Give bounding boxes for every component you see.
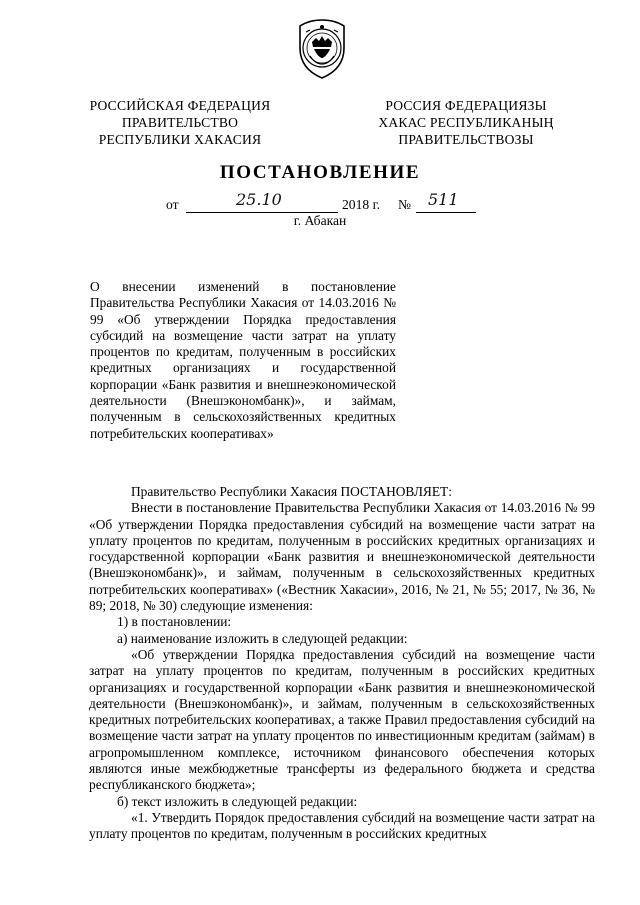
number-handwritten: 511 (428, 190, 459, 209)
subject-text: О внесении изменений в постановление Правительства Республики Хакасия от 14.03.2016 № 99 «Об утверждении Порядка предоставления субсидий на возмещение части затрат на уплату процентов по кредитам, полученным в российских кредитных организациях и государственной корпорации «Банк развития и внешнеэкономической деятельности (Внешэкономбанк)», и займам, полученным в сельскохозяйственных кредитных потребительских кооперативах» (90, 279, 396, 441)
quote-a: «Об утверждении Порядка предоставления субсидий на возмещение части затрат на уплату процентов по кредитам, полученным в российских кредитных организациях и государственной корпорации «Банк развития и внешнеэкономической деятельности (Внешэкономбанк)», и займам, полученным в сельскохозяйственных кредитных потребительских кооперативах, а также Правил предоставления субсидий на возмещение части затрат на уплату процентов по инвестиционным кредитам (займам) в агропромышленном комплексе, источником финансового обеспечения которых являются иные межбюджетные трансферты из федерального бюджета и средства республиканского бюджета»; (89, 646, 595, 793)
header-left-block (80, 97, 280, 148)
year-label: 2018 г. (342, 197, 381, 212)
intro-paragraph: Внести в постановление Правительства Республики Хакасия от 14.03.2016 № 99 «Об утверждении Порядка предоставления субсидий на возмещение части затрат на уплату процентов по кредитам, полученным в российских кредитных организациях и государственной корпорации «Банк развития и внешнеэкономической деятельности (Внешэкономбанк)», и займам, полученным в сельскохозяйственных кредитных потребительских кооперативах» («Вестник Хакасии», 2016, № 21, № 55; 2017, № 36, № 89; 2018, № 30) следующие изменения: (89, 500, 595, 614)
document-body (89, 484, 595, 843)
item-b: б) текст изложить в следующей редакции: (117, 793, 358, 809)
quote-b: «1. Утвердить Порядок предоставления субсидий на возмещение части затрат на уплату процентов по кредитам, полученным в российских кредитных (89, 809, 595, 842)
header-right-block (366, 97, 566, 148)
city-label: г. Абакан (293, 213, 347, 228)
header-right-line: ПРАВИТЕЛЬСТВОЗЫ (398, 132, 534, 147)
date-handwritten: 25.10 (236, 190, 282, 209)
date-from-label: от (166, 197, 179, 212)
item-a: а) наименование изложить в следующей редакции: (117, 630, 408, 646)
preamble: Правительство Республики Хакасия ПОСТАНОВЛЯЕТ: (131, 484, 452, 499)
header-right-line: ХАКАС РЕСПУБЛИКАНЫҢ (378, 115, 554, 130)
subject-block (90, 279, 396, 442)
header-left-line: РОССИЙСКАЯ ФЕДЕРАЦИЯ (89, 98, 271, 113)
coat-of-arms-emblem (294, 18, 350, 80)
item-1: 1) в постановлении: (117, 614, 232, 630)
header-left-line: РЕСПУБЛИКИ ХАКАСИЯ (98, 132, 262, 147)
header-right-line: РОССИЯ ФЕДЕРАЦИЯЗЫ (385, 98, 547, 113)
document-title: ПОСТАНОВЛЕНИЕ (219, 162, 421, 183)
number-label: № (398, 197, 411, 212)
header-left-line: ПРАВИТЕЛЬСТВО (121, 115, 239, 130)
